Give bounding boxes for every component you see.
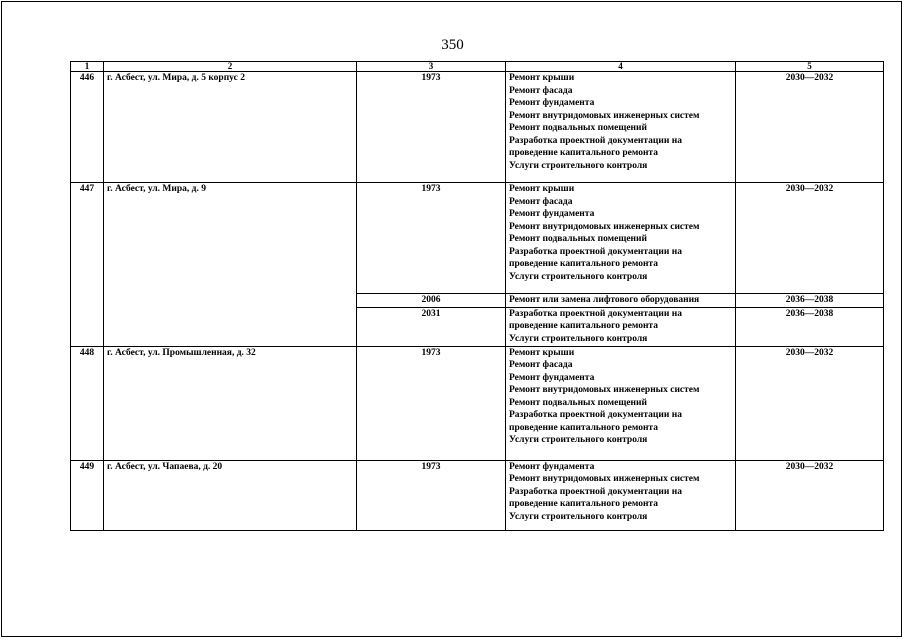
table-row: [71, 183, 884, 294]
period-cell: 2036—2038: [736, 307, 884, 346]
row-number: 447: [71, 183, 104, 347]
work-item: Разработка проектной документации на: [509, 246, 682, 257]
works-cell: [506, 460, 736, 530]
work-item: Ремонт фасада: [509, 85, 573, 96]
year-cell: 1973: [357, 460, 506, 530]
work-item: Ремонт подвальных помещений: [509, 234, 647, 244]
work-item: Ремонт фасада: [509, 196, 573, 207]
column-header-4: 4: [506, 62, 736, 72]
work-item: Услуги строительного контроля: [509, 435, 648, 445]
work-item: Ремонт крыши: [509, 184, 575, 194]
work-item: Разработка проектной документации на: [509, 308, 682, 319]
work-item: Услуги строительного контроля: [509, 511, 648, 522]
work-item: Ремонт фасада: [509, 360, 573, 370]
column-header-1: 1: [71, 62, 104, 72]
address-cell: г. Асбест, ул. Чапаева, д. 20: [104, 460, 357, 530]
column-header-2: 2: [104, 62, 357, 72]
year-cell: 1973: [357, 183, 506, 294]
page-number: 350: [441, 37, 464, 53]
year-cell: 1973: [357, 72, 506, 183]
period-cell: 2030—2032: [736, 460, 884, 530]
column-header-5: 5: [736, 62, 884, 72]
work-item: Ремонт или замена лифтового оборудования: [509, 295, 700, 305]
work-item: Разработка проектной документации на: [509, 135, 682, 146]
work-item: Разработка проектной документации на: [509, 410, 682, 420]
table-row: [71, 346, 884, 460]
work-item: Ремонт внутридомовых инженерных систем: [509, 110, 700, 121]
work-item: Ремонт фундамента: [509, 372, 595, 383]
period-cell: 2030—2032: [736, 346, 884, 460]
year-cell: 2006: [357, 294, 506, 308]
work-item: Услуги строительного контроля: [509, 333, 648, 344]
table-row: [71, 460, 884, 530]
work-item: Ремонт внутридомовых инженерных систем: [509, 474, 700, 484]
row-number: 449: [71, 460, 104, 530]
work-item: Ремонт крыши: [509, 73, 575, 83]
address-cell: г. Асбест, ул. Мира, д. 9: [104, 183, 357, 347]
work-item: Ремонт фундамента: [509, 209, 595, 219]
work-item: Услуги строительного контроля: [509, 160, 648, 171]
period-cell: 2036—2038: [736, 294, 884, 308]
work-item: Ремонт внутридомовых инженерных систем: [509, 385, 700, 395]
work-item: Ремонт фундамента: [509, 98, 595, 108]
year-cell: 1973: [357, 346, 506, 460]
work-item: Ремонт внутридомовых инженерных систем: [509, 221, 700, 232]
work-item: проведение капитального ремонта: [509, 321, 658, 331]
works-cell: [506, 346, 736, 460]
work-item: проведение капитального ремонта: [509, 148, 658, 158]
work-item: Ремонт крыши: [509, 347, 575, 358]
works-cell: [506, 183, 736, 294]
works-cell: [506, 72, 736, 183]
row-number: 446: [71, 72, 104, 183]
work-item: Ремонт подвальных помещений: [509, 397, 647, 408]
column-header-3: 3: [357, 62, 506, 72]
header-row: [71, 62, 884, 72]
work-item: проведение капитального ремонта: [509, 499, 658, 509]
work-item: проведение капитального ремонта: [509, 259, 658, 269]
year-cell: 2031: [357, 307, 506, 346]
work-item: проведение капитального ремонта: [509, 422, 658, 433]
address-cell: г. Асбест, ул. Промышленная, д. 32: [104, 346, 357, 460]
table-body: [71, 72, 884, 531]
repair-schedule-table: [70, 61, 884, 531]
row-number: 448: [71, 346, 104, 460]
period-cell: 2030—2032: [736, 183, 884, 294]
work-item: Ремонт подвальных помещений: [509, 123, 647, 133]
address-cell: г. Асбест, ул. Мира, д. 5 корпус 2: [104, 72, 357, 183]
work-item: Ремонт фундамента: [509, 461, 595, 472]
period-cell: 2030—2032: [736, 72, 884, 183]
works-cell: [506, 294, 736, 308]
work-item: Разработка проектной документации на: [509, 486, 682, 497]
works-cell: [506, 307, 736, 346]
work-item: Услуги строительного контроля: [509, 271, 648, 282]
table-row: [71, 72, 884, 183]
